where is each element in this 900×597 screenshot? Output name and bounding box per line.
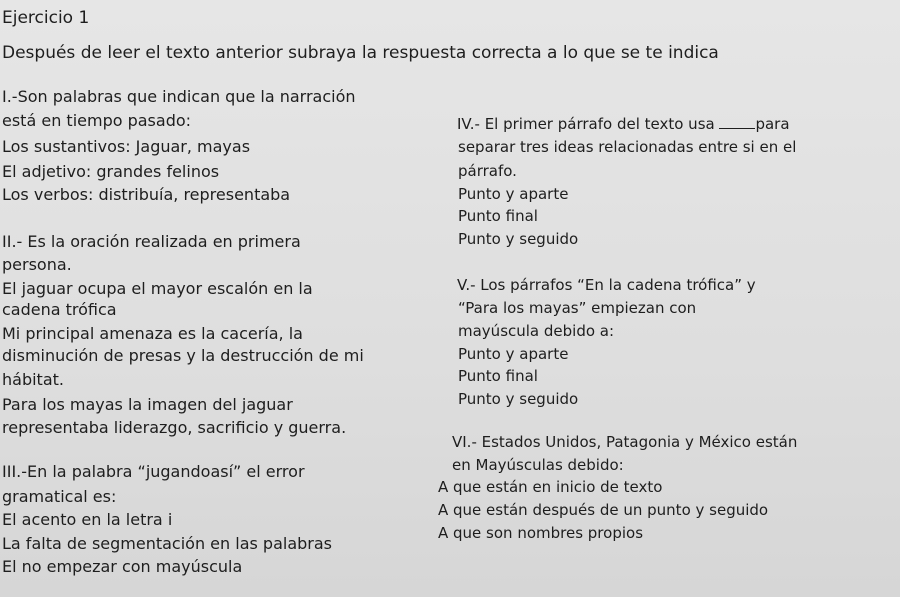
q2-option-a-line-1: El jaguar ocupa el mayor escalón en la: [2, 279, 313, 298]
q2-option-c-line-2: representaba liderazgo, sacrificio y guerra.: [2, 418, 347, 437]
q6-option-b: A que están después de un punto y seguido: [438, 501, 769, 519]
q5-prompt-line-2: “Para los mayas” empiezan con: [458, 299, 697, 317]
q6-option-a: A que están en inicio de texto: [438, 478, 663, 496]
exercise-title: Ejercicio 1: [2, 8, 90, 28]
q4-option-a: Punto y aparte: [458, 185, 569, 203]
q5-prompt-line-1: V.- Los párrafos “En la cadena trófica” y: [457, 276, 756, 294]
q2-option-b-line-2: disminución de presas y la destrucción de mi: [2, 346, 364, 365]
q6-prompt-line-1: VI.- Estados Unidos, Patagonia y México están: [452, 433, 798, 451]
q2-prompt-line-2: persona.: [2, 255, 72, 274]
q4-prompt-line-2: separar tres ideas relacionadas entre si en el: [458, 138, 797, 156]
q4-prompt-line-3: párrafo.: [458, 162, 517, 180]
instruction: Después de leer el texto anterior subraya la respuesta correcta a lo que se te indica: [2, 43, 719, 63]
q6-option-c: A que son nombres propios: [438, 524, 644, 542]
q3-option-a: El acento en la letra i: [2, 510, 173, 529]
q4-prompt-after-blank: para: [755, 115, 790, 133]
q2-option-b-line-1: Mi principal amenaza es la cacería, la: [2, 324, 303, 343]
q2-option-c-line-1: Para los mayas la imagen del jaguar: [2, 395, 293, 414]
q5-prompt-line-3: mayúscula debido a:: [458, 322, 615, 340]
q5-option-c: Punto y seguido: [458, 390, 579, 408]
q4-prompt-line-1: [457, 114, 790, 134]
q4-option-c: Punto y seguido: [458, 230, 579, 248]
q3-prompt-line-1: III.-En la palabra “jugandoasí” el error: [2, 462, 305, 481]
q1-option-a: Los sustantivos: Jaguar, mayas: [2, 137, 251, 156]
q2-option-a-line-2: cadena trófica: [2, 300, 117, 319]
q1-prompt-line-1: I.-Son palabras que indican que la narración: [2, 87, 356, 106]
q3-prompt-line-2: gramatical es:: [2, 487, 117, 506]
q3-option-c: El no empezar con mayúscula: [2, 557, 243, 576]
answer-blank: [719, 115, 755, 129]
q4-prompt-before-blank: IV.- El primer párrafo del texto usa: [457, 115, 720, 133]
q4-option-b: Punto final: [458, 207, 538, 225]
q6-prompt-line-2: en Mayúsculas debido:: [452, 456, 624, 474]
q2-option-b-line-3: hábitat.: [2, 370, 64, 389]
q1-prompt-line-2: está en tiempo pasado:: [2, 111, 192, 130]
q5-option-a: Punto y aparte: [458, 345, 569, 363]
q3-option-b: La falta de segmentación en las palabras: [2, 534, 333, 553]
q1-option-c: Los verbos: distribuía, representaba: [2, 185, 291, 204]
q1-option-b: El adjetivo: grandes felinos: [2, 162, 220, 181]
q5-option-b: Punto final: [458, 367, 538, 385]
q2-prompt-line-1: II.- Es la oración realizada en primera: [2, 232, 301, 251]
